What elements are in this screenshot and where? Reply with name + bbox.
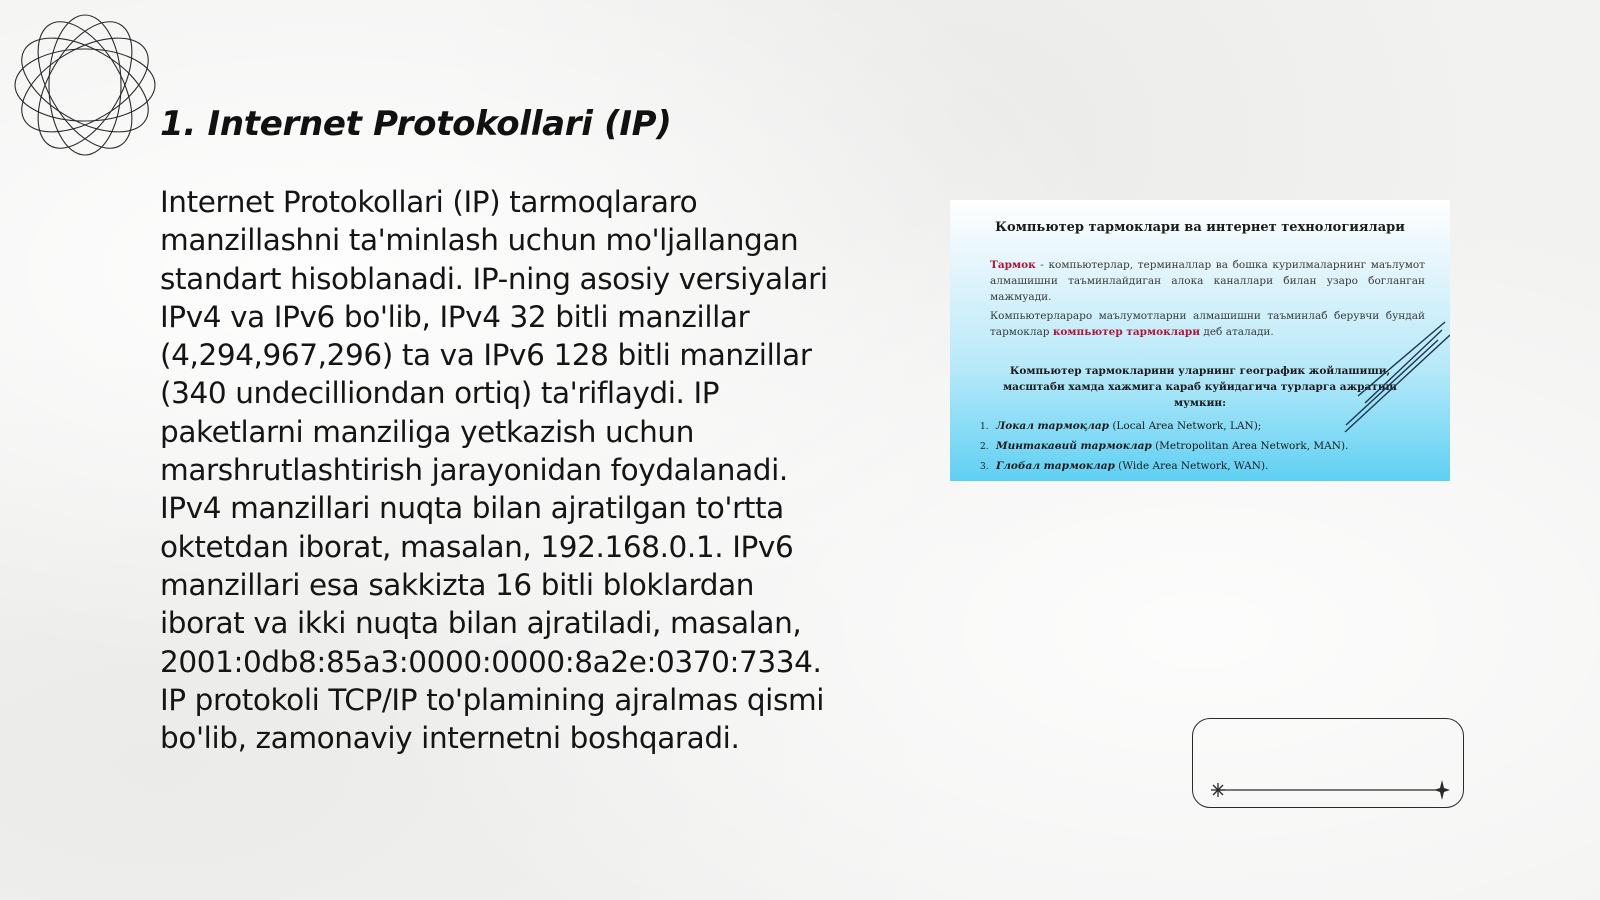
four-point-star-icon [1434,780,1450,800]
image-card-paragraph-1-text: - компьютерлар, терминаллар ва бошка курилмаларнинг маълумот алмашишни таъминлайдиган алока каналлари билан узаро богланган мажмуади. [990,259,1425,303]
image-card-paragraph-2-before: Компьютерлараро маълумотларни алмашишни таъминлаб берувчи бундай тармоклар [990,310,1425,338]
image-card-subtitle: Компьютер тармокларини уларнинг географик жойлашиши, масштаби хамда хажмига караб куйидагича турларга ажратиш мумкин: [1003,365,1397,409]
sparkle-star-icon [1211,783,1225,797]
list-item: 2. Минтакавий тармоклар (Metropolitan Area Network, MAN). [980,440,1349,452]
image-card-paragraph-2-after: деб аталади. [1200,326,1274,338]
image-card-decorative-strokes [950,200,1450,481]
slide-title: 1. Internet Protokollari (IP) [160,104,672,144]
network-info-image [950,200,1450,481]
image-card-term-computer-networks: компьютер тармоклари [1052,326,1201,338]
list-item: 1. Локал тармоқлар (Local Area Network, LAN); [980,420,1262,432]
slide-body-text: Internet Protokollari (IP) tarmoqlararo manzillashni ta'minlash uchun mo'ljallangan standart hisoblanadi. IP-ning asosiy versiyalari IPv4 va IPv6 bo'lib, IPv4 32 bitli manzillar (4,294,967,296) ta va IPv6 128 bitli manzillar (340 undecilliondan ortiq) ta'riflaydi. IP paketlarni manziliga yetkazish uchun marshrutlashtirish jarayonidan foydalanadi. IPv4 manzillari nuqta bilan ajratilgan to'rtta oktetdan iborat, masalan, 192.168.0.1. IPv6 manzillari esa sakkizta 16 bitli bloklardan iborat va ikki nuqta bilan ajratiladi, masalan, 2001:0db8:85a3:0000:0000:8a2e:0370:7334. IP protokoli TCP/IP to'plamining ajralmas qismi bo'lib, zamonaviy internetni boshqaradi. [160,185,828,756]
decorative-line [1210,780,1450,800]
image-card-title: Компьютер тармоклари ва интернет технологиялари [995,220,1405,235]
image-card-term-network: Тармок [990,259,1036,271]
list-item: 3. Глобал тармоклар (Wide Area Network, WAN). [980,460,1269,472]
orbit-rings-icon [10,10,160,160]
